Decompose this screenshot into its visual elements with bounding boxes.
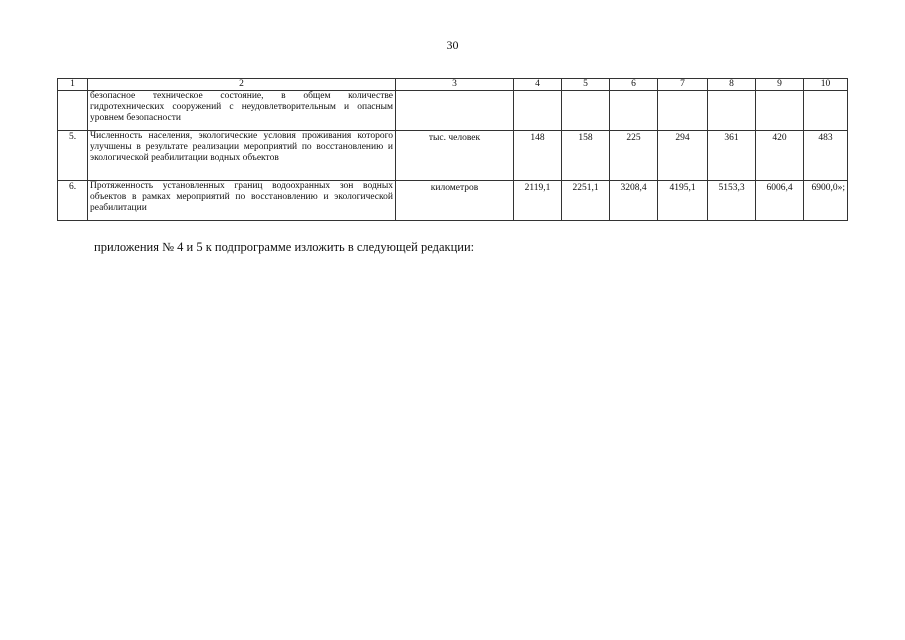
header-cell: 7 <box>658 79 708 91</box>
value-cell: 420 <box>756 131 804 181</box>
header-cell: 4 <box>514 79 562 91</box>
value-cell: 2119,1 <box>514 181 562 221</box>
row-number <box>58 91 88 131</box>
header-cell: 8 <box>708 79 756 91</box>
value-cell: 158 <box>562 131 610 181</box>
row-description: безопасное техническое состояние, в общем количестве гидротехнических сооружений с неудовлетворительным и опасным уровнем безопасности <box>88 91 396 131</box>
header-cell: 1 <box>58 79 88 91</box>
value-cell: 3208,4 <box>610 181 658 221</box>
header-cell: 9 <box>756 79 804 91</box>
value-cell: 148 <box>514 131 562 181</box>
value-cell <box>562 91 610 131</box>
header-cell: 5 <box>562 79 610 91</box>
amendment-note: приложения № 4 и 5 к подпрограмме изложить в следующей редакции: <box>94 240 475 254</box>
value-cell: 5153,3 <box>708 181 756 221</box>
table-row <box>58 91 848 131</box>
value-cell: 6006,4 <box>756 181 804 221</box>
value-cell <box>804 91 848 131</box>
table-header-row <box>58 79 848 91</box>
row-unit: тыс. человек <box>396 131 514 181</box>
row-description: Протяженность установленных границ водоохранных зон водных объектов в рамках мероприятий по восстановлению и экологической реабилитации <box>88 181 396 221</box>
value-cell: 483 <box>804 131 848 181</box>
table-row <box>58 131 848 181</box>
value-cell <box>514 91 562 131</box>
row-unit <box>396 91 514 131</box>
value-cell <box>658 91 708 131</box>
header-cell: 2 <box>88 79 396 91</box>
page-number: 30 <box>446 38 459 52</box>
value-cell: 225 <box>610 131 658 181</box>
indicators-table <box>57 78 848 221</box>
row-number: 5. <box>58 131 88 181</box>
header-cell: 10 <box>804 79 848 91</box>
value-cell <box>756 91 804 131</box>
value-cell: 2251,1 <box>562 181 610 221</box>
row-unit: километров <box>396 181 514 221</box>
row-number: 6. <box>58 181 88 221</box>
value-cell <box>708 91 756 131</box>
value-cell <box>610 91 658 131</box>
header-cell: 3 <box>396 79 514 91</box>
header-cell: 6 <box>610 79 658 91</box>
table-row <box>58 181 848 221</box>
value-cell: 4195,1 <box>658 181 708 221</box>
row-description: Численность населения, экологические условия проживания которого улучшены в результате реализации мероприятий по восстановлению и экологической реабилитации водных объектов <box>88 131 396 181</box>
value-cell: 6900,0»; <box>804 181 848 221</box>
value-cell: 294 <box>658 131 708 181</box>
value-cell: 361 <box>708 131 756 181</box>
